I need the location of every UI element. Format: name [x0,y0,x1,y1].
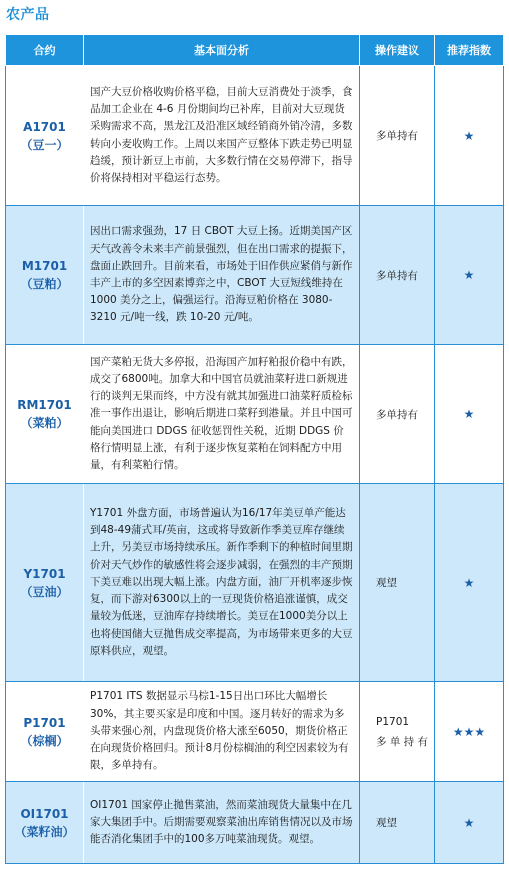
header-advice: 操作建议 [360,35,435,66]
contract-code: Y1701 [23,566,66,581]
contract-name: （豆油） [20,584,69,599]
analysis-cell: 国产菜粕无货大多停报，沿海国产加籽粕报价稳中有跌，成交了6800吨。加拿大和中国官员就油菜籽进口新规进行的谈判无果而终，中方没有就其加强进口油菜籽质检标准一事作出退让，影响后期进口菜籽到港量。并且中国可能向美国进口 DDGS 征收惩罚性关税，近期 DDGS 价格行情明显上涨，有利于逐步恢复菜粕在饲料配方中用量，有利菜粕行情。 [84,345,360,484]
table-row [6,345,504,484]
contract-code: RM1701 [17,398,72,412]
contract-code: OI1701 [20,806,69,821]
contract-name: （豆一） [20,137,69,152]
rating-stars: ★ [435,206,504,345]
section-title: 农产品 [6,7,50,23]
table-row [6,66,504,206]
rating-stars: ★ [435,66,504,206]
advice-cell: 观望 [360,782,435,864]
contract-name: （菜籽油） [14,824,75,839]
header-analysis: 基本面分析 [84,35,360,66]
contract-code: M1701 [21,259,68,273]
table-row [6,682,504,782]
contract-cell [6,345,84,484]
contract-name: （菜粕） [20,416,69,430]
advice-cell: 多单持有 [360,345,435,484]
contract-cell [6,206,84,345]
contract-cell [6,484,84,682]
table-row [6,782,504,864]
rating-stars: ★ [435,782,504,864]
analysis-cell: OI1701 国家停止拋售菜油，然而菜油现货大量集中在几家大集团手中。后期需要观察菜油出库销售情况以及市场能否消化集团手中的100多万吨菜油现货。观望。 [84,782,360,864]
agri-products-table [5,34,504,864]
analysis-cell: P1701 ITS 数据显示马棕1-15日出口环比大幅增长30%，其主要买家是印度和中国。逐月转好的需求为多头带来强心剂，内盘现货价格大涨至6050，期货价格正在向现货价格回归。预计8月份棕榈油的利空因素较为有限，多单持有。 [84,682,360,782]
analysis-cell: Y1701 外盘方面，市场普遍认为16/17年美豆单产能达到48-49蒲式耳/英亩，这或将导致新作季美豆库存继续上升，另美豆市场持续承压。新作季剩下的种植时间里期价对天气炒作的敏感性将会逐步减弱，在强烈的丰产预期下美豆难以出现大幅上涨。内盘方面，油厂开机率逐步恢复，而下游对6300以上的一豆现货价格追涨谨慎，成交量较为低迷，豆油库存持续增长。美豆在1000美分以上也将使国储大豆拋售成交率提高，为市场带来更多的大豆原料供应，观望。 [84,484,360,682]
contract-cell [6,66,84,206]
rating-stars: ★ [435,484,504,682]
contract-cell [6,682,84,782]
contract-name: （棕榈） [20,733,69,748]
table-row [6,206,504,345]
contract-code: P1701 [23,715,66,730]
advice-cell: 多单持有 [360,66,435,206]
advice-cell: 观望 [360,484,435,682]
contract-name: （豆粕） [20,277,69,291]
rating-stars: ★★★ [435,682,504,782]
rating-stars: ★ [435,345,504,484]
advice-cell: P1701 多 单 持 有 [360,682,435,782]
advice-cell: 多单持有 [360,206,435,345]
contract-cell [6,782,84,864]
table-row [6,484,504,682]
header-contract: 合约 [6,35,84,66]
table-header-row [6,35,504,66]
analysis-cell: 国产大豆价格收购价格平稳，目前大豆消费处于淡季，食品加工企业在 4-6 月份期间均已补库，目前对大豆现货采购需求不高，黑龙江及沿准区域经销商外销冷清，多数转向小麦收购工作。上周以来国产豆整体下跌走势已明显趋缓，预计新豆上市前，大多数行情在交易停滞下，指导价将保持相对平稳运行态势。 [84,66,360,206]
contract-code: A1701 [23,119,66,134]
analysis-cell: 因出口需求强劲，17 日 CBOT 大豆上扬。近期美国产区天气改善令未来丰产前景强烈，但在出口需求的提振下，盘面止跌回升。目前来看，市场处于旧作供应紧俏与新作丰产上市的多空因素博弈之中，CBOT 大豆短线维持在 1000 美分之上，偏强运行。沿海豆粕价格在 3080-3210 元/吨一线，跌 10-20 元/吨。 [84,206,360,345]
header-rating: 推荐指数 [435,35,504,66]
